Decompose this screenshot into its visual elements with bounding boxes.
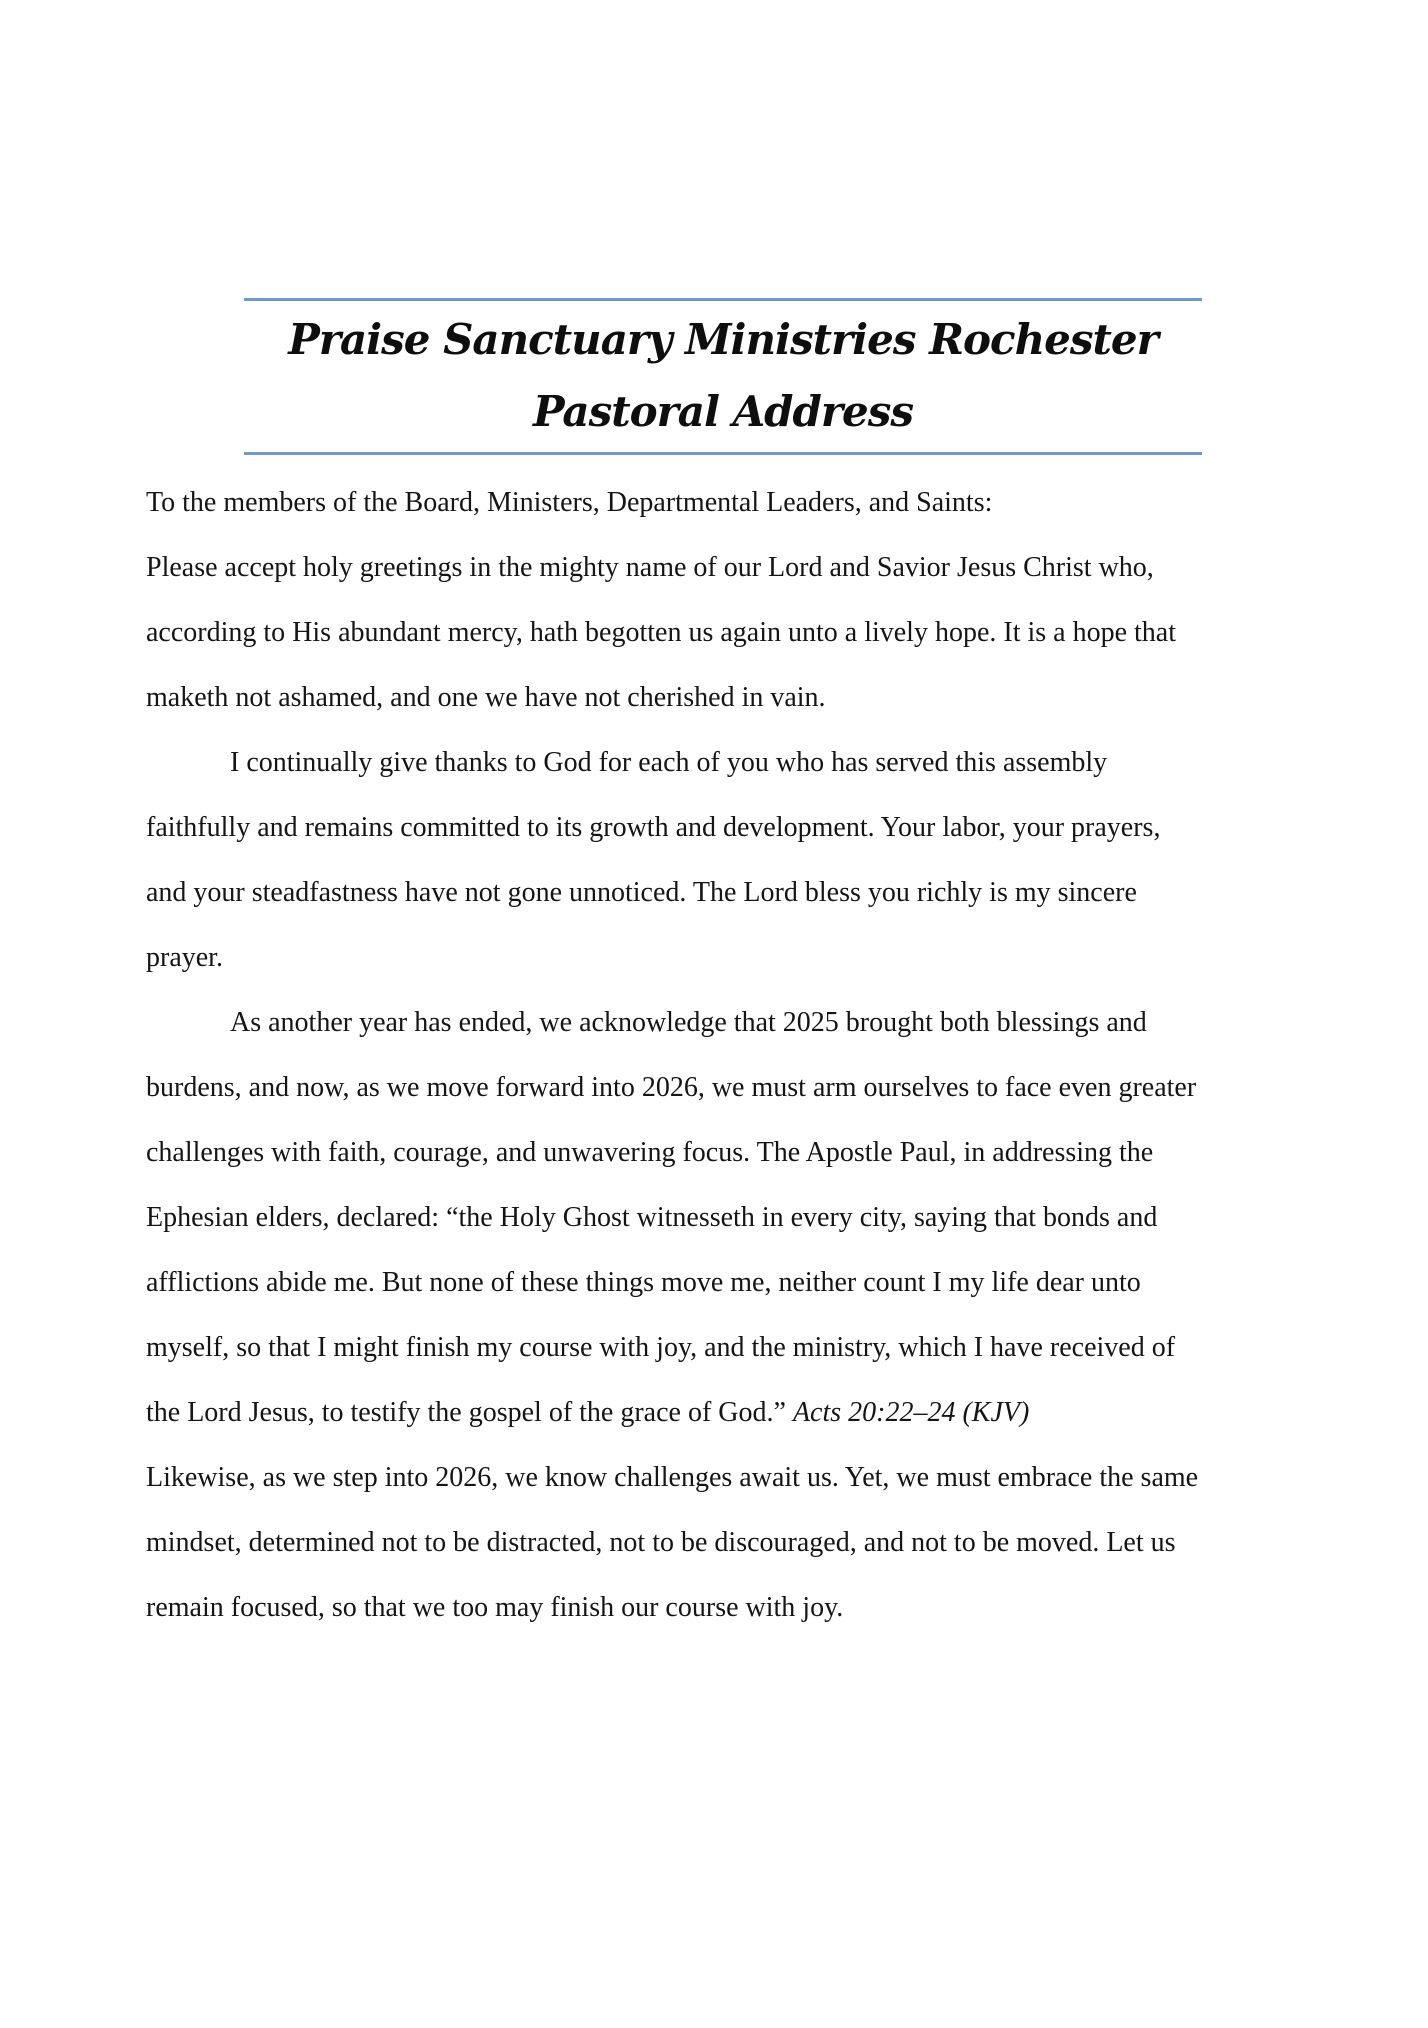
body-line: Please accept holy greetings in the mighty name of our Lord and Savior Jesus Christ who, [146, 552, 1154, 583]
body-line: maketh not ashamed, and one we have not cherished in vain. [146, 682, 826, 713]
body-line: remain focused, so that we too may finish our course with joy. [146, 1592, 844, 1623]
body-line: and your steadfastness have not gone unnoticed. The Lord bless you richly is my sincere [146, 877, 1137, 908]
body-line: challenges with faith, courage, and unwavering focus. The Apostle Paul, in addressing the [146, 1137, 1154, 1168]
body-line: Ephesian elders, declared: “the Holy Ghost witnesseth in every city, saying that bonds and [146, 1202, 1158, 1233]
title-inner [244, 301, 1202, 452]
document-subtitle: Pastoral Address [532, 387, 914, 436]
title-block [244, 298, 1202, 455]
body-line-text: the Lord Jesus, to testify the gospel of the grace of God.” [146, 1397, 793, 1428]
body-line: afflictions abide me. But none of these things move me, neither count I my life dear unto [146, 1267, 1141, 1298]
body-line: faithfully and remains committed to its growth and development. Your labor, your prayers, [146, 812, 1161, 843]
body-line: myself, so that I might finish my course with joy, and the ministry, which I have received of [146, 1332, 1176, 1363]
document-title: Praise Sanctuary Ministries Rochester [288, 315, 1158, 364]
body-line: burdens, and now, as we move forward into 2026, we must arm ourselves to face even greater [146, 1072, 1197, 1103]
body-line [146, 1380, 1286, 1445]
body-line: As another year has ended, we acknowledge that 2025 brought both blessings and [230, 1007, 1147, 1038]
body-line: according to His abundant mercy, hath begotten us again unto a lively hope. It is a hope that [146, 617, 1177, 648]
scripture-citation: Acts 20:22–24 (KJV) [792, 1397, 1030, 1428]
letter-body [146, 470, 1286, 1640]
body-line: prayer. [146, 942, 223, 973]
title-divider-bottom [244, 452, 1202, 455]
body-line: To the members of the Board, Ministers, Departmental Leaders, and Saints: [146, 487, 993, 518]
body-line: mindset, determined not to be distracted, not to be discouraged, and not to be moved. Let us [146, 1527, 1176, 1558]
body-line: Likewise, as we step into 2026, we know challenges await us. Yet, we must embrace the same [146, 1462, 1199, 1493]
body-line: I continually give thanks to God for each of you who has served this assembly [230, 747, 1108, 778]
